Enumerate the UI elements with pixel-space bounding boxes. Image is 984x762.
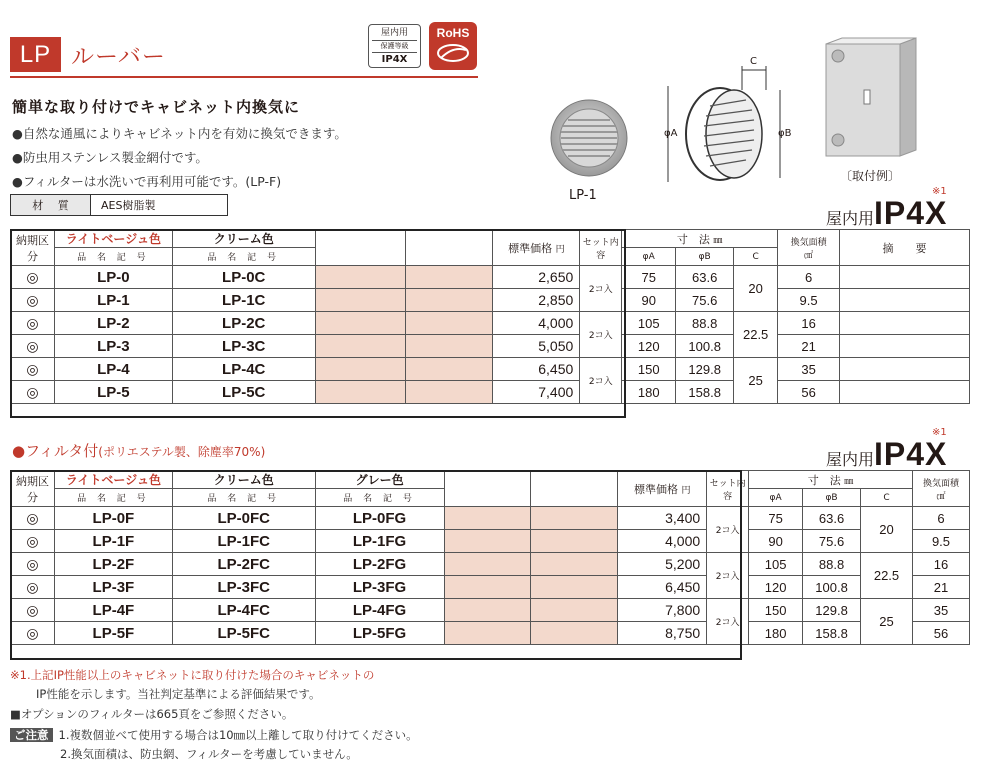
ip-note-mark-1: ※1 [932,186,947,197]
filter-section-title [12,440,265,461]
part-no-cream: LP-4FC [172,599,315,622]
area-header [778,230,840,266]
blank-cell [531,599,618,622]
phiA-cell: 150 [622,358,676,381]
material-key-2: 質 [57,199,69,212]
phiA-cell: 120 [622,335,676,358]
set-cell: 2コ入 [580,312,622,358]
part-no-light-beige: LP-4F [54,599,172,622]
part-no-cream: LP-2C [172,312,315,335]
part-no-light-beige: LP-5 [54,381,172,404]
blank-cell [444,507,531,530]
cream-header-2: クリーム色 [172,471,315,489]
table-row [11,622,970,645]
c-cell: 25 [734,358,778,404]
price-cell: 5,200 [618,553,707,576]
blank-cell [405,381,493,404]
c-cell: 22.5 [734,312,778,358]
option-note: ■オプションのフィルターは665頁をご参照ください。 [10,707,294,721]
leaf-icon [436,42,470,64]
blank-cell [315,312,405,335]
blank-cell [444,553,531,576]
delivery-mark: ◎ [11,622,55,645]
part-no-light-beige: LP-4 [54,358,172,381]
phiB-cell: 88.8 [803,553,861,576]
area-cell: 56 [778,381,840,404]
ip-label-2 [826,436,947,473]
rohs-badge [429,22,477,70]
blank-cell [444,576,531,599]
dim-a-label: φA [664,128,678,139]
part-no-cream: LP-3FC [172,576,315,599]
phiB-cell: 63.6 [676,266,734,289]
table-row [11,553,970,576]
delivery-mark: ◎ [11,335,55,358]
blank-cell [405,312,493,335]
photo-caption: 〔取付例〕 [840,169,901,183]
delivery-mark: ◎ [11,266,55,289]
phiA-cell: 105 [749,553,803,576]
price-cell: 7,800 [618,599,707,622]
blank-cell [315,381,405,404]
table-row [11,381,970,404]
filter-subtitle: (ポリエステル製、除塵率70%) [98,445,266,459]
area-cell: 9.5 [912,530,969,553]
blank-cell [315,358,405,381]
part-no-cream: LP-1C [172,289,315,312]
price-cell: 3,400 [618,507,707,530]
phiB-cell: 63.6 [803,507,861,530]
price-header-text: 標準価格 [508,241,553,255]
part-no-light-beige: LP-0F [54,507,172,530]
phiA-cell: 75 [622,266,676,289]
price-unit: 円 [555,244,565,255]
price-cell: 4,000 [493,312,580,335]
table-row [11,312,970,335]
cabinet-photo [820,36,920,162]
phiB-cell: 75.6 [803,530,861,553]
part-no-light-beige: LP-5F [54,622,172,645]
phiB-cell: 129.8 [676,358,734,381]
phiB-cell: 88.8 [676,312,734,335]
set-cell: 2コ入 [707,599,749,645]
phiA-cell: 105 [622,312,676,335]
part-no-gray: LP-3FG [315,576,444,599]
part-no-cream: LP-5FC [172,622,315,645]
blank-cell [444,622,531,645]
phiA-cell: 75 [749,507,803,530]
blank-cell [444,599,531,622]
set-header-2: セット内 容 [707,471,749,507]
remarks-cell [840,289,970,312]
ip-badge-top: 屋内用 [380,28,408,38]
area-header-text-2: 換気面積 [922,478,959,489]
light-beige-header-2: ライトベージュ色 [54,471,172,489]
gray-header: グレー色 [315,471,444,489]
ip-rating-badge [368,24,421,68]
c-cell: 25 [861,599,913,645]
blank-cell [405,358,493,381]
area-cell: 21 [912,576,969,599]
blank-cell [315,266,405,289]
blank-cell [531,622,618,645]
phiA-cell: 90 [749,530,803,553]
phiA-cell: 90 [622,289,676,312]
area-header-2 [912,471,969,507]
bullet-1: ●自然な通風によりキャビネット内を有効に換気できます。 [12,126,347,141]
part-no-header-lb-2: 品 名 記 号 [54,489,172,507]
ip-note-mark-2: ※1 [932,427,947,438]
dims-unit: ㎜ [713,235,723,246]
ip-badge-mid: 保護等級 [372,40,417,53]
area-cell: 35 [778,358,840,381]
delivery-mark: ◎ [11,553,55,576]
delivery-mark: ◎ [11,576,55,599]
part-no-gray: LP-1FG [315,530,444,553]
price-unit-2: 円 [681,485,691,496]
part-no-cream: LP-2FC [172,553,315,576]
remarks-cell [840,335,970,358]
ip-main-2: IP4X [874,436,948,472]
area-cell: 6 [778,266,840,289]
price-cell: 2,650 [493,266,580,289]
phiA-cell: 180 [749,622,803,645]
price-cell: 2,850 [493,289,580,312]
area-unit: ㎠ [804,250,814,261]
ip-prefix-1: 屋内用 [826,209,875,228]
table-row [11,507,970,530]
table-row [11,599,970,622]
part-no-gray: LP-2FG [315,553,444,576]
dims-header [622,230,778,248]
caution-1: 1.複数個並べて使用する場合は10㎜以上離して取り付けてください。 [58,728,418,742]
delivery-mark: ◎ [11,507,55,530]
delivery-mark: ◎ [11,289,55,312]
delivery-mark: ◎ [11,530,55,553]
filter-title: ●フィルタ付 [12,442,99,460]
remarks-cell [840,381,970,404]
blank-cell [405,335,493,358]
material-key-1: 材 [32,199,44,212]
ip-main-1: IP4X [874,195,948,231]
rohs-label: RoHS [436,26,470,40]
c-header: C [734,248,778,266]
area-unit-2: ㎠ [936,491,946,502]
phiA-cell: 150 [749,599,803,622]
bullet-3: ●フィルターは水洗いで再利用可能です。(LP-F) [12,174,282,189]
phiB-cell: 129.8 [803,599,861,622]
blank-header-4 [531,471,618,507]
part-no-cream: LP-5C [172,381,315,404]
delivery-header-2: 納期区分 [11,471,55,507]
blank-cell [315,289,405,312]
delivery-mark: ◎ [11,599,55,622]
area-cell: 16 [912,553,969,576]
table-row [11,358,970,381]
delivery-mark: ◎ [11,381,55,404]
remarks-header: 摘 要 [840,230,970,266]
blank-cell [315,335,405,358]
delivery-mark: ◎ [11,358,55,381]
dims-header-2 [749,471,913,489]
part-no-header-cr-2: 品 名 記 号 [172,489,315,507]
phiA-header-2: φA [749,489,803,507]
table-row [11,289,970,312]
material-value: AES樹脂製 [101,199,156,212]
part-no-cream: LP-3C [172,335,315,358]
area-cell: 35 [912,599,969,622]
phiA-cell: 120 [749,576,803,599]
blank-cell [531,507,618,530]
c-cell: 22.5 [861,553,913,599]
part-no-light-beige: LP-3 [54,335,172,358]
phiB-cell: 158.8 [803,622,861,645]
delivery-header: 納期区分 [11,230,55,266]
area-cell: 9.5 [778,289,840,312]
phiA-cell: 180 [622,381,676,404]
set-header: セット内 容 [580,230,622,266]
table-row [11,576,970,599]
table-row [11,266,970,289]
set-cell: 2コ入 [707,507,749,553]
dim-c-label: C [750,56,757,67]
part-no-light-beige: LP-0 [54,266,172,289]
material-key [11,195,91,215]
table-row [11,335,970,358]
part-no-light-beige: LP-3F [54,576,172,599]
blank-header-1 [315,230,405,266]
dims-unit-2: ㎜ [844,476,854,487]
phiB-header-2: φB [803,489,861,507]
caution-2: 2.換気面積は、防虫網、フィルターを考慮していません。 [60,747,358,761]
part-no-cream: LP-0C [172,266,315,289]
area-cell: 6 [912,507,969,530]
blank-cell [531,553,618,576]
area-cell: 16 [778,312,840,335]
cream-header: クリーム色 [172,230,315,248]
part-no-light-beige: LP-2 [54,312,172,335]
price-cell: 4,000 [618,530,707,553]
set-cell: 2コ入 [580,266,622,312]
remarks-cell [840,266,970,289]
part-no-gray: LP-0FG [315,507,444,530]
part-no-header-lb: 品 名 記 号 [54,248,172,266]
part-no-gray: LP-4FG [315,599,444,622]
ip-badge-bottom: IP4X [381,54,408,65]
price-cell: 6,450 [493,358,580,381]
blank-cell [405,289,493,312]
blank-header-2 [405,230,493,266]
price-header-text-2: 標準価格 [633,482,678,496]
page-title: ルーバー [71,44,166,70]
light-beige-header: ライトベージュ色 [54,230,172,248]
set-cell: 2コ入 [580,358,622,404]
part-no-cream: LP-4C [172,358,315,381]
delivery-mark: ◎ [11,312,55,335]
set-cell: 2コ入 [707,553,749,599]
c-header-2: C [861,489,913,507]
phiB-cell: 75.6 [676,289,734,312]
louver-dimension-drawing [660,56,800,190]
intro-heading: 簡単な取り付けでキャビネット内換気に [12,98,301,116]
area-cell: 21 [778,335,840,358]
ip-label-1 [826,195,947,232]
dim-b-label: φB [778,128,792,139]
blank-cell [405,266,493,289]
part-no-light-beige: LP-1F [54,530,172,553]
area-cell: 56 [912,622,969,645]
material-box [10,194,228,216]
product-code-badge: LP [10,37,61,72]
phiA-header: φA [622,248,676,266]
part-no-light-beige: LP-1 [54,289,172,312]
price-cell: 6,450 [618,576,707,599]
blank-cell [531,576,618,599]
c-cell: 20 [734,266,778,312]
phiB-cell: 158.8 [676,381,734,404]
table-row [11,530,970,553]
price-cell: 7,400 [493,381,580,404]
price-header [493,230,580,266]
dims-header-text-2: 寸 法 [807,473,841,487]
c-cell: 20 [861,507,913,553]
ip-prefix-2: 屋内用 [826,450,875,469]
title-divider [10,76,478,78]
caution-line-1 [10,727,418,743]
phiB-cell: 100.8 [676,335,734,358]
bullet-2: ●防虫用ステンレス製金網付です。 [12,150,208,165]
part-no-cream: LP-1FC [172,530,315,553]
footnote-1-line1: ※1.上記IP性能以上のキャビネットに取り付けた場合のキャビネットの [10,668,375,682]
caution-label: ご注意 [10,728,53,742]
part-no-cream: LP-0FC [172,507,315,530]
blank-cell [444,530,531,553]
spec-table-1 [10,229,970,404]
footnote-1-line2: IP性能を示します。当社判定基準による評価結果です。 [36,687,321,701]
dims-header-text: 寸 法 [676,232,710,246]
part-no-header-gr-2: 品 名 記 号 [315,489,444,507]
phiB-cell: 100.8 [803,576,861,599]
blank-cell [531,530,618,553]
part-no-gray: LP-5FG [315,622,444,645]
lp1-label: LP-1 [569,188,597,203]
price-cell: 8,750 [618,622,707,645]
phiB-header: φB [676,248,734,266]
price-cell: 5,050 [493,335,580,358]
blank-header-3 [444,471,531,507]
part-no-header-cr: 品 名 記 号 [172,248,315,266]
remarks-cell [840,312,970,335]
area-header-text: 換気面積 [790,237,827,248]
spec-table-2 [10,470,970,645]
louver-front-image [548,96,630,180]
part-no-light-beige: LP-2F [54,553,172,576]
price-header-2 [618,471,707,507]
remarks-cell [840,358,970,381]
